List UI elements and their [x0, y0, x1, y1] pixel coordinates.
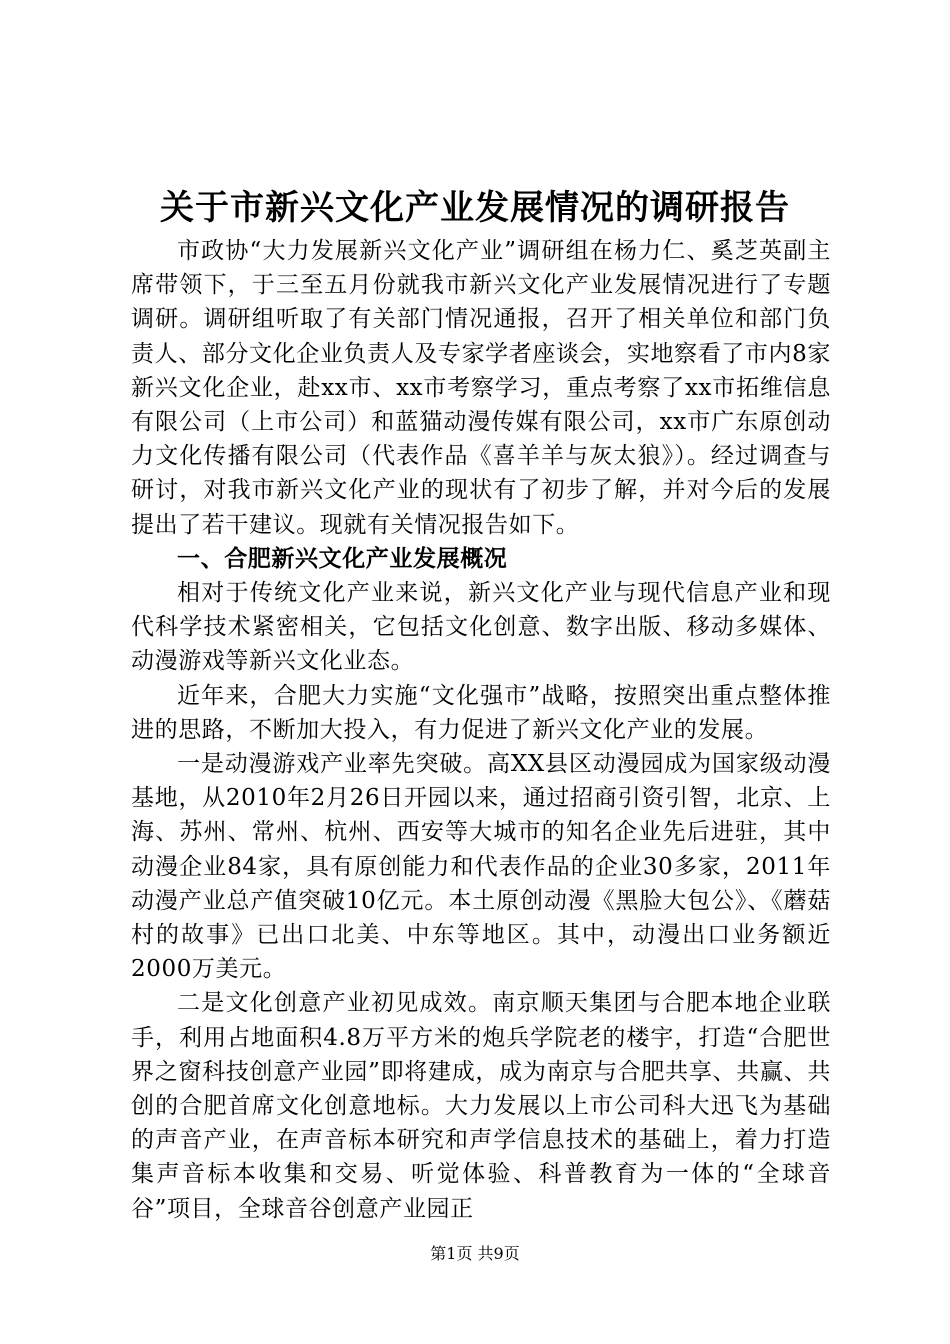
- intro-paragraph: 市政协“大力发展新兴文化产业”调研组在杨力仁、奚芝英副主席带领下，于三至五月份就我市新兴文化产业发展情况进行了专题调研。调研组听取了有关部门情况通报，召开了相关单位和部门负责人、部分文化企业负责人及专家学者座谈会，实地察看了市内8家新兴文化企业，赴xx市、xx市考察学习，重点考察了xx市拓维信息有限公司（上市公司）和蓝猫动漫传媒有限公司，xx市广东原创动力文化传播有限公司（代表作品《喜羊羊与灰太狼》）。经过调查与研讨，对我市新兴文化产业的现状有了初步了解，并对今后的发展提出了若干建议。现就有关情况报告如下。: [131, 238, 831, 538]
- document-title: 关于市新兴文化产业发展情况的调研报告: [160, 188, 790, 228]
- paragraph: 近年来，合肥大力实施“文化强市”战略，按照突出重点整体推进的思路，不断加大投入，有力促进了新兴文化产业的发展。: [131, 682, 831, 743]
- paragraph: 二是文化创意产业初见成效。南京顺天集团与合肥本地企业联手，利用占地面积4.8万平方米的炮兵学院老的楼宇，打造“合肥世界之窗科技创意产业园”即将建成，成为南京与合肥共享、共赢、共创的合肥首席文化创意地标。大力发展以上市公司科大迅飞为基础的声音产业，在声音标本研究和声学信息技术的基础上，着力打造集声音标本收集和交易、听觉体验、科普教育为一体的“全球音谷”项目，全球音谷创意产业园正: [131, 990, 831, 1222]
- page-number-footer: 第1页 共9页: [430, 1244, 520, 1263]
- paragraph: 相对于传统文化产业来说，新兴文化产业与现代信息产业和现代科学技术紧密相关，它包括文化创意、数字出版、移动多媒体、动漫游戏等新兴文化业态。: [131, 580, 831, 675]
- section-heading: 一、合肥新兴文化产业发展概况: [177, 545, 508, 572]
- document-body: [131, 234, 831, 1226]
- paragraph: 一是动漫游戏产业率先突破。高XX县区动漫园成为国家级动漫基地，从2010年2月26日开园以来，通过招商引资引智，北京、上海、苏州、常州、杭州、西安等大城市的知名企业先后进驻，其中动漫企业84家，具有原创能力和代表作品的企业30多家，2011年动漫产业总产值突破10亿元。本土原创动漫《黑脸大包公》、《蘑菇村的故事》已出口北美、中东等地区。其中，动漫出口业务额近2000万美元。: [131, 751, 831, 983]
